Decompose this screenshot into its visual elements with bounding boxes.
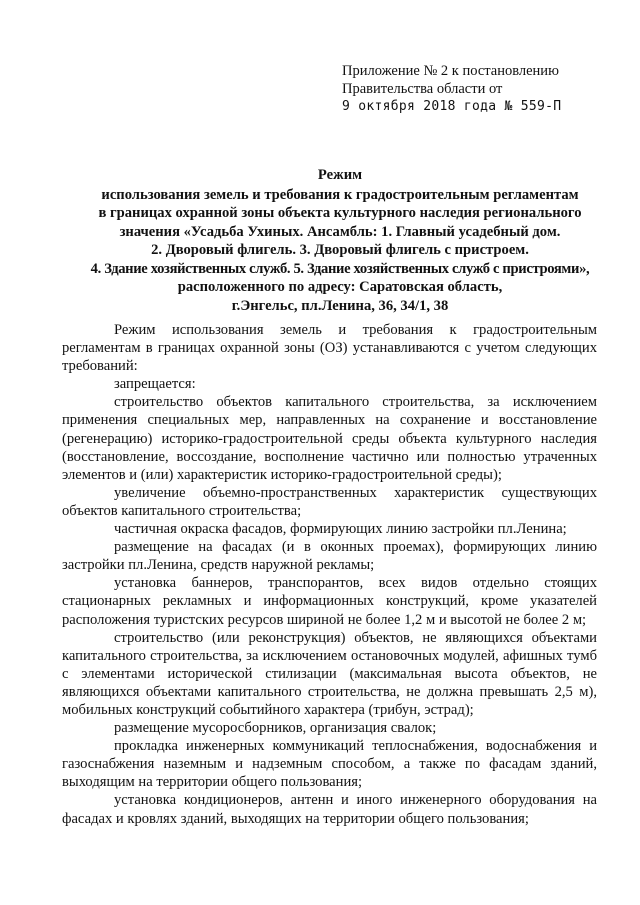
paragraph-intro: Режим использования земель и требования к градостроительным регламентам в границах охранной зоны (ОЗ) устанавливаются с учетом следующих требований: — [62, 322, 597, 375]
title-line-3: значения «Усадьба Ухиных. Ансамбль: 1. Главный усадебный дом. — [119, 223, 561, 240]
paragraph-volume-increase: увеличение объемно-пространственных характеристик существующих объектов капитального строительства; — [62, 484, 597, 519]
title-line-2: в границах охранной зоны объекта культурного наследия регионального — [98, 205, 582, 221]
paragraph-prohibited-heading: запрещается: — [114, 376, 196, 393]
appendix-date-number: 9 октября 2018 года № 559-П — [342, 99, 562, 114]
title-line-7: г.Энгельс, пл.Ленина, 36, 34/1, 38 — [231, 297, 449, 314]
paragraph-utilities: прокладка инженерных коммуникаций теплоснабжения, водоснабжения и газоснабжения наземным и надземным способом, а также по фасадам зданий, выходящим на территории общего пользования; — [62, 738, 597, 791]
paragraph-non-capital-objects: строительство (или реконструкция) объектов, не являющихся объектами капитального строительства, за исключением остановочных модулей, афишных тумб с элементами исторической стилизации (максимальная высота объектов, не являющихся объектами капитального строительства, не должна превышать 2,5 м), мобильных конструкций событийного характера (трибун, эстрад); — [62, 629, 597, 718]
paragraph-capital-construction: строительство объектов капитального строительства, за исключением применения специальных мер, направленных на сохранение и восстановление (регенерацию) историко-градостроительной среды объекта культурного наследия (восстановление, воссоздание, восполнение частично или полностью утраченных элементов и (или) характеристик историко-градостроительной среды); — [62, 394, 597, 483]
title-main: Режим — [317, 167, 363, 183]
paragraph-waste-bins: размещение мусоросборников, организация свалок; — [114, 720, 437, 737]
document-body — [62, 321, 597, 828]
title-line-1: использования земель и требования к градостроительным регламентам — [101, 186, 579, 203]
title-line-5: 4. Здание хозяйственных служб. 5. Здание хозяйственных служб с пристроями», — [90, 260, 590, 277]
paragraph-facade-painting: частичная окраска фасадов, формирующих линию застройки пл.Ленина; — [114, 521, 567, 538]
paragraph-banners: установка баннеров, транспорантов, всех видов отдельно стоящих стационарных рекламных и информационных конструкций, кроме указателей расположения туристских ресурсов шириной не более 1,2 м и высотой не более 2 м; — [62, 575, 597, 628]
document-title — [40, 166, 640, 315]
appendix-line-1: Приложение № 2 к постановлению — [342, 63, 559, 79]
appendix-header — [342, 62, 632, 116]
paragraph-outdoor-advertising: размещение на фасадах (и в оконных проемах), формирующих линию застройки пл.Ленина, средств наружной рекламы; — [62, 539, 597, 574]
title-line-6: расположенного по адресу: Саратовская область, — [177, 279, 503, 295]
title-line-4: 2. Дворовый флигель. 3. Дворовый флигель с пристроем. — [151, 242, 529, 258]
paragraph-air-conditioners: установка кондиционеров, антенн и иного инженерного оборудования на фасадах и кровлях зданий, выходящих на территории общего пользования; — [62, 792, 597, 827]
appendix-line-2: Правительства области от — [342, 81, 503, 97]
